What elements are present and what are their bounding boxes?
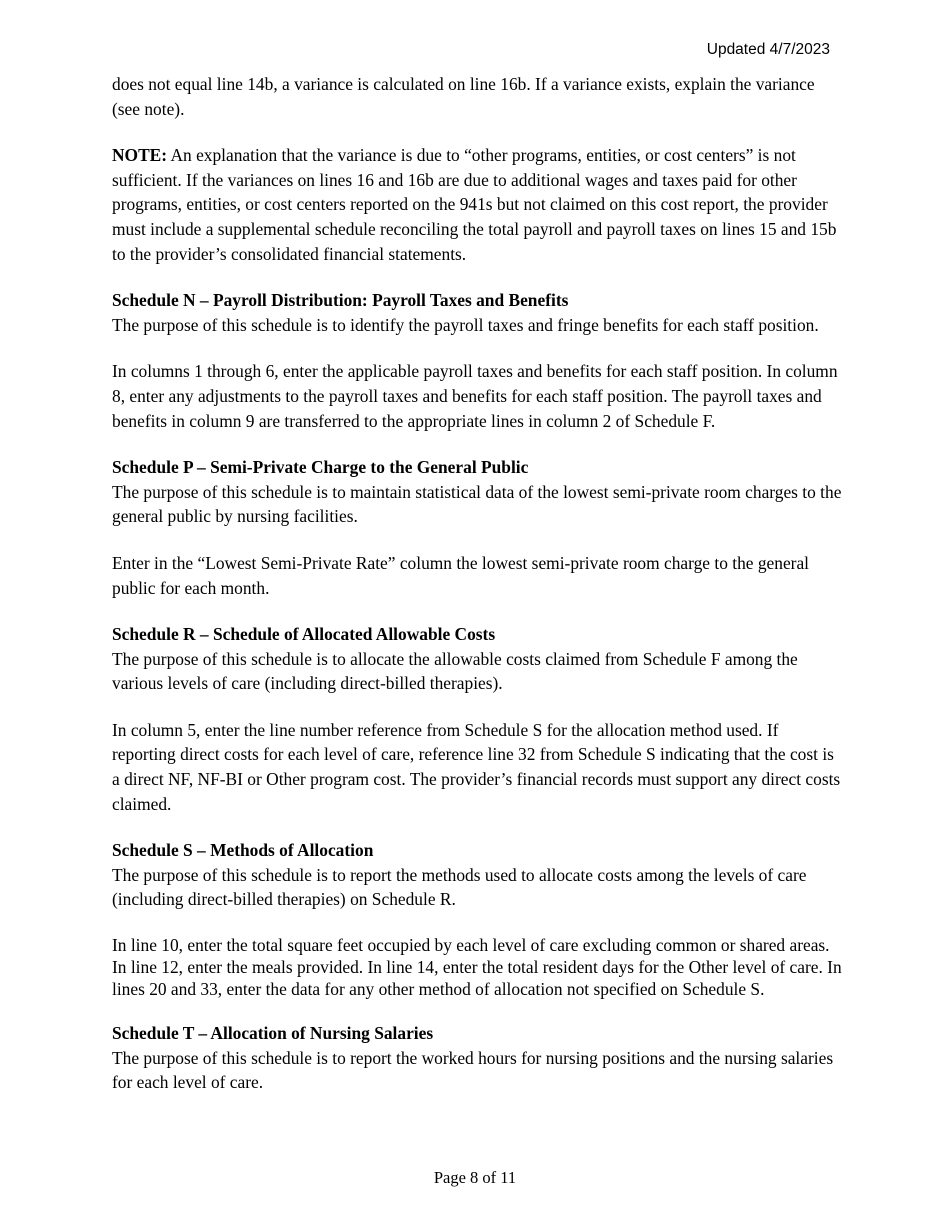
schedule-n-purpose: The purpose of this schedule is to identify the payroll taxes and fringe benefits for each staff position. xyxy=(112,314,819,335)
schedule-n-instructions: In columns 1 through 6, enter the applicable payroll taxes and benefits for each staff position. In column 8, enter any adjustments to the payroll taxes and benefits for each staff position. The payroll taxes and benefits in column 9 are transferred to the appropriate lines in column 2 of Schedule F. xyxy=(112,361,838,431)
schedule-s-heading: Schedule S – Methods of Allocation xyxy=(112,840,374,861)
schedule-n-heading: Schedule N – Payroll Distribution: Payroll Taxes and Benefits xyxy=(112,290,569,311)
schedule-t-heading: Schedule T – Allocation of Nursing Salaries xyxy=(112,1023,434,1044)
schedule-p-purpose: The purpose of this schedule is to maintain statistical data of the lowest semi-private room charges to the general public by nursing facilities. xyxy=(112,481,842,527)
note-paragraph xyxy=(112,143,844,266)
schedule-r-heading: Schedule R – Schedule of Allocated Allowable Costs xyxy=(112,624,496,645)
page-number: Page 8 of 11 xyxy=(433,1168,517,1187)
schedule-s-purpose: The purpose of this schedule is to report the methods used to allocate costs among the levels of care (including direct-billed therapies) on Schedule R. xyxy=(112,864,807,910)
intro-paragraph: does not equal line 14b, a variance is calculated on line 16b. If a variance exists, explain the variance (see note). xyxy=(112,74,815,119)
schedule-s-instructions: In line 10, enter the total square feet occupied by each level of care excluding common or shared areas. In line 12, enter the meals provided. In line 14, enter the total resident days for the Other level of care. In lines 20 and 33, enter the data for any other method of allocation not specified on Schedule S. xyxy=(112,935,842,1000)
note-text: An explanation that the variance is due to “other programs, entities, or cost centers” is not sufficient. If the variances on lines 16 and 16b are due to additional wages and taxes paid for other programs, entities, or cost centers reported on the 941s but not claimed on this cost report, the provider must include a supplemental schedule reconciling the total payroll and payroll taxes on lines 15 and 15b to the provider’s consolidated financial statements. xyxy=(112,145,837,264)
updated-date: Updated 4/7/2023 xyxy=(706,41,830,58)
schedule-t-purpose: The purpose of this schedule is to report the worked hours for nursing positions and the nursing salaries for each level of care. xyxy=(112,1047,834,1093)
schedule-r-instructions: In column 5, enter the line number reference from Schedule S for the allocation method used. If reporting direct costs for each level of care, reference line 32 from Schedule S indicating that the cost is a direct NF, NF-BI or Other program cost. The provider’s financial records must support any direct costs claimed. xyxy=(112,719,841,814)
schedule-p-instructions: Enter in the “Lowest Semi-Private Rate” column the lowest semi-private room charge to the general public for each month. xyxy=(112,552,810,598)
page-content xyxy=(112,72,844,1095)
schedule-p-heading: Schedule P – Semi-Private Charge to the General Public xyxy=(112,457,529,478)
schedule-r-purpose: The purpose of this schedule is to allocate the allowable costs claimed from Schedule F among the various levels of care (including direct-billed therapies). xyxy=(112,648,798,694)
note-label: NOTE: xyxy=(112,145,168,166)
